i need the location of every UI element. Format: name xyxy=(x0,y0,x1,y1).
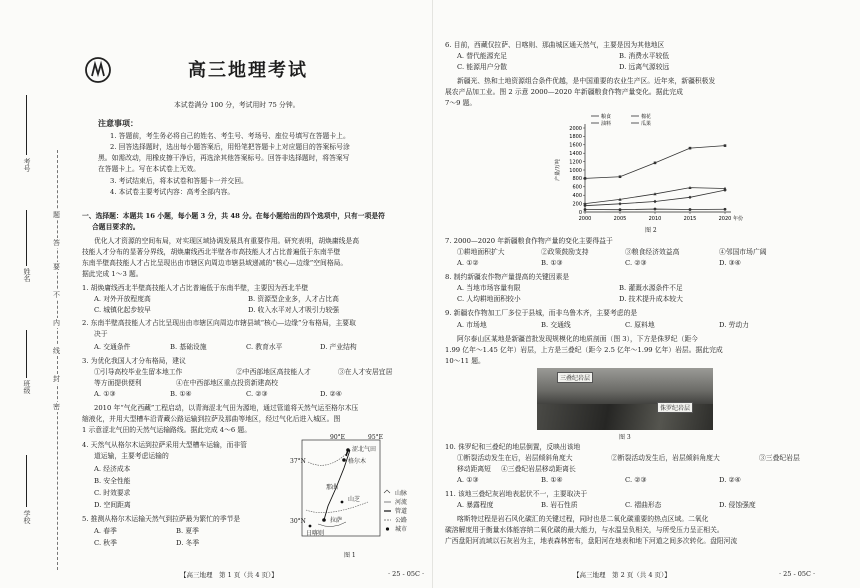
q7-item: ③粮食经济效益高 xyxy=(625,248,680,256)
question-10: 10. 侏罗纪和三叠纪的地层倒置，反映出该地 xyxy=(445,443,581,451)
y-tick-label: 1000 xyxy=(569,167,582,174)
question-1: 1. 胡焕庸线西北半壁高技能人才占比普遍低于东南半壁，主要因为西北半壁 xyxy=(82,284,309,292)
passage-line: 2010 年“气化西藏”工程启动，以青海涩北气田为源地，通过管道将天然气运至格尔木压 xyxy=(94,404,359,412)
right-page xyxy=(432,0,860,588)
x-axis-label: 年份 xyxy=(733,216,744,222)
x-tick-label: 2010 xyxy=(648,216,662,222)
figure-3-photo xyxy=(537,368,713,430)
photo-label-bottom: 侏罗纪岩层 xyxy=(657,402,693,413)
q10-item: ③三叠纪岩层 xyxy=(759,454,800,462)
section-heading: 一、选择题：本题共 16 小题，每小题 3 分，共 48 分。在每小题给出的四个选项中，只有一项是符 xyxy=(82,212,385,220)
q10-item: ④三叠纪岩层移动距离长 xyxy=(501,465,576,473)
question-5: 5. 推测从格尔木运输天然气到拉萨最为繁忙的季节是 xyxy=(82,515,241,523)
q4-option-d: D. 空间距离 xyxy=(94,501,131,509)
q6-option-a: A. 替代能源充足 xyxy=(457,52,508,60)
question-7: 7. 2000—2020 年新疆粮食作物产量的变化主要得益于 xyxy=(445,237,613,245)
q8-option-b: B. 灌溉水源条件不足 xyxy=(619,284,683,292)
exam-info: 本试卷满分 100 分，考试用时 75 分钟。 xyxy=(174,101,300,109)
class-line xyxy=(26,330,27,378)
data-point xyxy=(689,208,692,211)
figure-2-line-chart xyxy=(549,112,745,230)
q1-option-b: B. 资源型企业多，人才占比高 xyxy=(248,295,339,303)
q11-option-a: A. 暴露程度 xyxy=(457,501,494,509)
page-footer: 【高三地理 第 1 页（共 4 页）】 xyxy=(180,571,278,579)
question-3: 3. 为优化我国人才分布格局，建议 xyxy=(82,357,186,365)
seal-char: 线 xyxy=(53,347,60,355)
data-point xyxy=(619,208,622,211)
map-lon-label: 95°E xyxy=(368,434,384,441)
x-tick-label: 2005 xyxy=(613,216,627,222)
map-lon-label: 90°E xyxy=(330,434,346,441)
q9-option-c: C. 原料地 xyxy=(625,321,655,329)
q7-item: ②政策鼓励支持 xyxy=(541,248,589,256)
q1-option-a: A. 对外开放程度高 xyxy=(94,295,151,303)
q8-option-c: C. 人均耕地面积较小 xyxy=(457,295,521,303)
q3-option-d: D. ②④ xyxy=(320,390,342,398)
x-tick-label: 2015 xyxy=(683,216,697,222)
page-code: · 25 - 05C · xyxy=(779,570,816,578)
passage-line: 展农产品加工业。图 2 示意 2000—2020 年新疆粮食作物产量变化。据此完成 xyxy=(445,88,683,96)
page-title: 高三地理考试 xyxy=(188,60,308,81)
q8-option-d: D. 技术提升成本较大 xyxy=(619,295,683,303)
data-point xyxy=(688,196,691,199)
y-tick-label: 1600 xyxy=(569,142,582,149)
data-point xyxy=(724,144,727,147)
figure-caption: 图 2 xyxy=(645,227,657,234)
passage-line: 喀斯特过程是岩石风化碳汇的关键过程，同时也是二氧化碳重要的热点区域。二氧化 xyxy=(457,515,709,523)
notice-line: 在答题卡上。写在本试卷上无效。 xyxy=(98,165,200,173)
q10-item: ②断裂活动发生后，岩层倾斜角度大 xyxy=(611,454,720,462)
q6-option-d: D. 远离气源较远 xyxy=(619,63,670,71)
q2-option-c: C. 教育水平 xyxy=(246,343,283,351)
q7-item: ①耕地面积扩大 xyxy=(457,248,505,256)
map-lat-label: 30°N xyxy=(290,518,306,525)
notice-line: 4. 本试卷主要考试内容：高考全部内容。 xyxy=(110,188,235,196)
seal-char: 封 xyxy=(53,375,60,383)
q5-option-d: D. 冬季 xyxy=(176,539,200,547)
q10-item: ①断裂活动发生在后，岩层倾斜角度大 xyxy=(457,454,573,462)
q3-item: ④在中西部地区重点投资新建高校 xyxy=(176,379,278,387)
notice-line: 3. 考试结束后，将本试卷和答题卡一并交回。 xyxy=(110,177,248,185)
question-6: 6. 目前，西藏仅拉萨、日喀则、那曲城区通天然气，主要是因为其他地区 xyxy=(445,41,665,49)
q3-item: ③在人才安居宜居 xyxy=(338,368,393,376)
figure-caption: 图 1 xyxy=(344,552,356,559)
q9-option-a: A. 市场地 xyxy=(457,321,487,329)
y-tick-label: 200 xyxy=(572,201,582,208)
y-tick-label: 1800 xyxy=(569,134,582,141)
map-legend-item: 管道 xyxy=(395,508,408,515)
q4-option-a: A. 经济成本 xyxy=(94,465,131,473)
question-9: 9. 新疆农作物加工厂多位于县城，而非乌鲁木齐，主要考虑的是 xyxy=(445,309,638,317)
data-point xyxy=(654,162,657,165)
seal-char: 题 xyxy=(53,211,60,219)
name-label: 姓名 xyxy=(23,268,31,282)
y-tick-label: 400 xyxy=(572,193,582,199)
q3-option-a: A. ①③ xyxy=(94,390,116,398)
q7-option-c: C. ②③ xyxy=(625,259,647,267)
q4-option-b: B. 安全性能 xyxy=(94,477,131,485)
q10-option-d: D. ②④ xyxy=(719,476,741,484)
q7-option-a: A. ①② xyxy=(457,259,479,267)
map-place-label: 山芝 xyxy=(348,496,361,503)
page-code: · 25 - 05C · xyxy=(388,570,425,578)
passage-line: 优化人才资源的空间布局，对实现区域协调发展具有重要作用。研究表明，胡焕庸线是高 xyxy=(94,237,360,245)
legend-label: 瓜果 xyxy=(641,121,652,127)
legend-label: 棉花 xyxy=(641,114,652,120)
y-tick-label: 0 xyxy=(578,209,582,216)
q5-option-c: C. 秋季 xyxy=(94,539,117,547)
section-heading-cont: 合题目要求的。 xyxy=(92,223,140,231)
map-place-label: 涩北气田 xyxy=(352,446,377,453)
passage-line: 碳溶解度用于衡量水体能容纳二氧化碳的最大能力，与水温呈负相关，与所受压力呈正相关。 xyxy=(445,526,724,534)
school-label: 学校 xyxy=(23,510,31,524)
data-point xyxy=(619,175,622,178)
publisher-logo-icon xyxy=(84,56,112,84)
q3-item: 等方面提供便利 xyxy=(94,379,142,387)
q7-option-b: B. ①③ xyxy=(541,259,563,267)
q10-option-b: B. ①④ xyxy=(541,476,563,484)
passage-line: 广西盘阳河流域以石灰岩为主，地表森林密布，盘阳河在地表和地下河道之间多次转化。盘阳河流 xyxy=(445,537,738,545)
q11-option-d: D. 侵蚀强度 xyxy=(719,501,756,509)
q10-option-c: C. ②③ xyxy=(625,476,647,484)
name-line xyxy=(26,210,27,266)
q3-item: ②中西部地区高技能人才 xyxy=(236,368,311,376)
x-tick-label: 2000 xyxy=(578,216,592,222)
passage-line: 阿尔泰山区某地是新疆首批发现规模化的地质剖面（图 3），下方是侏罗纪（距今 xyxy=(457,335,698,343)
q11-option-c: C. 褶曲形态 xyxy=(625,501,662,509)
passage-line: 东南半壁高技能人才占比呈现出由市辖区向周边市辖县域递减的“核心—边缘”空间格局。 xyxy=(82,259,348,267)
notice-line: 黑。如需改动，用橡皮擦干净后，再选涂其他答案标号。回答非选择题时，将答案写 xyxy=(98,154,350,162)
map-place-label: 格尔木 xyxy=(348,458,367,465)
notice-line: 2. 回答选择题时，选出每小题答案后，用铅笔把答题卡上对应题目的答案标号涂 xyxy=(110,143,350,151)
passage-line: 10～11 题。 xyxy=(445,357,485,365)
notice-heading: 注意事项： xyxy=(98,118,138,128)
q10-option-a: A. ①③ xyxy=(457,476,479,484)
q2-option-b: B. 基础设施 xyxy=(170,343,207,351)
school-line xyxy=(26,455,27,507)
data-point xyxy=(618,202,621,205)
map-legend-item: 公路 xyxy=(395,517,408,524)
q2-option-a: A. 交通条件 xyxy=(94,343,131,351)
passage-line: 1.99 亿年～1.45 亿年）岩层，上方是三叠纪（距今 2.5 亿年～1.99 亿年）岩层。据此完成 xyxy=(445,346,723,354)
y-tick-label: 2000 xyxy=(569,125,582,132)
notice-line: 1. 答题前，考生务必将自己的姓名、考生号、考场号、座位号填写在答题卡上。 xyxy=(110,132,350,140)
question-4-cont: 道运输，主要考虑运输的 xyxy=(94,452,169,460)
q1-option-c: C. 城镇化起步较早 xyxy=(94,306,151,314)
passage-line: 缩液化，并用大型槽车沿青藏公路运输到拉萨及那曲等地区，经过气化后进入城区。图 xyxy=(82,415,341,423)
y-tick-label: 1200 xyxy=(569,159,582,166)
passage-line: 7～9 题。 xyxy=(445,99,477,107)
class-label: 班级 xyxy=(23,380,31,394)
data-point xyxy=(724,208,727,211)
q6-option-c: C. 能源用户分散 xyxy=(457,63,508,71)
exam-no-label: 考号 xyxy=(23,158,31,172)
map-place-label: 那曲 xyxy=(326,484,339,491)
passage-line: 新疆光、热和土地资源组合条件优越，是中国重要的农业生产区。近年来，新疆积极发 xyxy=(457,77,716,85)
q8-option-a: A. 当地市场容量有限 xyxy=(457,284,521,292)
question-2-cont: 决于 xyxy=(94,330,108,338)
y-axis-label: 产量/万吨 xyxy=(555,159,561,181)
legend-label: 粮食 xyxy=(601,114,612,120)
q9-option-b: B. 交通线 xyxy=(541,321,571,329)
passage-line: 据此完成 1～3 题。 xyxy=(82,270,143,278)
photo-label-top: 三叠纪岩层 xyxy=(557,372,593,383)
q6-option-b: B. 消费水平较低 xyxy=(619,52,670,60)
q7-item: ④邻国市场广阔 xyxy=(719,248,767,256)
q1-option-d: D. 收入水平对人才吸引力较强 xyxy=(248,306,340,314)
question-11: 11. 该地三叠纪灰岩地表起伏不一，主要取决于 xyxy=(445,490,588,498)
passage-line: 1 示意涩北气田的天然气运输路线。据此完成 4～6 题。 xyxy=(82,426,251,434)
q5-option-a: A. 春季 xyxy=(94,527,117,535)
q10-item: 移动距离短 xyxy=(457,465,491,473)
figure-caption: 图 3 xyxy=(619,434,631,441)
map-lat-label: 37°N xyxy=(290,458,306,465)
question-2: 2. 东南半壁高技能人才占比呈现出由市辖区向周边市辖县域“核心—边缘”分布格局，主要取 xyxy=(82,319,356,327)
seal-char: 内 xyxy=(53,319,60,327)
map-legend-item: 山脉 xyxy=(395,490,408,497)
y-tick-label: 1400 xyxy=(569,151,582,157)
y-tick-label: 600 xyxy=(572,184,582,191)
q7-option-d: D. ③④ xyxy=(719,259,741,267)
q2-option-d: D. 产业结构 xyxy=(320,343,357,351)
question-8: 8. 制约新疆农作物产量提高的关键因素是 xyxy=(445,273,570,281)
page-footer: 【高三地理 第 2 页（共 4 页）】 xyxy=(573,571,671,579)
exam-no-line xyxy=(26,95,27,155)
x-tick-label: 2020 xyxy=(718,216,732,222)
map-legend-item: 城市 xyxy=(395,526,408,533)
q4-option-c: C. 时效要求 xyxy=(94,489,131,497)
question-4: 4. 天然气从格尔木运到拉萨采用大型槽车运输，而非管 xyxy=(82,441,247,449)
y-tick-label: 800 xyxy=(572,176,582,183)
data-point xyxy=(653,200,656,203)
legend-label: 油料 xyxy=(601,121,612,127)
seal-char: 要 xyxy=(53,263,60,271)
passage-line: 技能人才分布的显著分界线，胡焕庸线西北半壁各市高技能人才占比普遍低于东南半壁 xyxy=(82,248,341,256)
map-legend-item: 河流 xyxy=(395,499,408,506)
seal-char: 不 xyxy=(53,291,60,299)
q5-option-b: B. 夏季 xyxy=(176,527,199,535)
q3-item: ①引导高校毕业生留本地工作 xyxy=(94,368,183,376)
q3-option-c: C. ②③ xyxy=(246,390,268,398)
data-point xyxy=(584,177,587,180)
q3-option-b: B. ①④ xyxy=(170,390,192,398)
map-place-label: 拉萨 xyxy=(330,517,343,524)
data-point xyxy=(689,147,692,150)
data-point xyxy=(654,208,657,211)
seal-char: 密 xyxy=(53,403,60,411)
map-place-label: 日喀则 xyxy=(306,530,325,537)
data-point xyxy=(584,208,587,211)
binding-margin xyxy=(0,0,66,588)
seal-char: 答 xyxy=(53,239,60,247)
q11-option-b: B. 岩石性质 xyxy=(541,501,578,509)
q9-option-d: D. 劳动力 xyxy=(719,321,749,329)
